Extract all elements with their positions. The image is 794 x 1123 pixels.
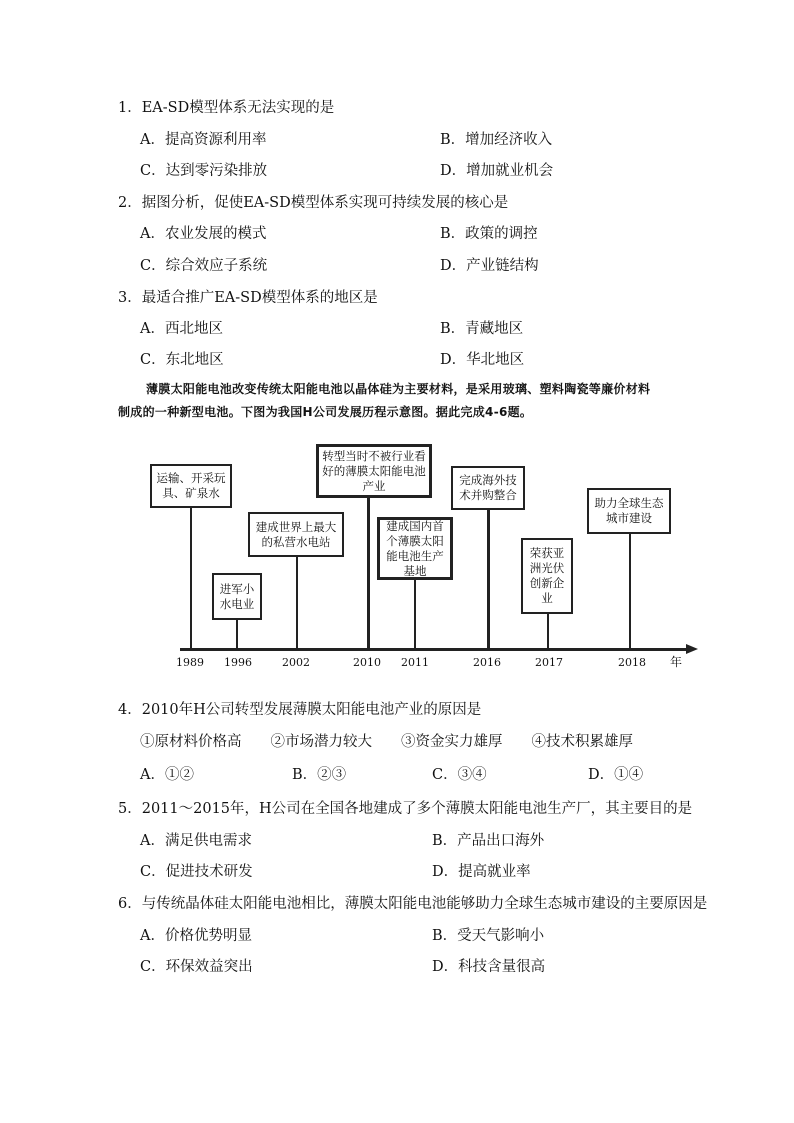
question-3-option-d[interactable]: D．华北地区 [440, 352, 525, 368]
question-3-option-a[interactable]: A．西北地区 [140, 321, 223, 337]
timeline-stem-2016 [487, 508, 490, 650]
material-passage-line-1: 薄膜太阳能电池改变传统太阳能电池以晶体硅为主要材料，是采用玻璃、塑料陶瓷等廉价材料 [146, 382, 651, 396]
question-5-option-a[interactable]: A．满足供电需求 [140, 833, 252, 849]
question-2-option-b[interactable]: B．政策的调控 [440, 226, 538, 242]
question-6-stem: 6．与传统晶体硅太阳能电池相比，薄膜太阳能电池能够助力全球生态城市建设的主要原因是 [118, 896, 708, 912]
question-5-option-b[interactable]: B．产品出口海外 [432, 833, 545, 849]
question-4-option-d[interactable]: D．①④ [588, 767, 644, 783]
event-box-1989: 运输、开采玩具、矿泉水 [150, 464, 232, 508]
question-1-option-b[interactable]: B．增加经济收入 [440, 132, 553, 148]
question-1-option-a[interactable]: A．提高资源利用率 [140, 132, 267, 148]
year-label-1996: 1996 [224, 656, 252, 669]
timeline-stem-2002 [296, 556, 298, 650]
question-5-stem: 5．2011～2015年，H公司在全国各地建成了多个薄膜太阳能电池生产厂，其主要目的是 [118, 801, 693, 817]
year-label-2016: 2016 [473, 656, 501, 669]
question-3-option-c[interactable]: C．东北地区 [140, 352, 224, 368]
question-4-option-a[interactable]: A．①② [140, 767, 194, 783]
question-6-option-a[interactable]: A．价格优势明显 [140, 928, 252, 944]
year-label-2011: 2011 [401, 656, 429, 669]
year-label-2002: 2002 [282, 656, 310, 669]
timeline-axis [180, 648, 688, 651]
event-box-2002: 建成世界上最大的私营水电站 [248, 512, 344, 557]
timeline-stem-2010 [367, 496, 370, 650]
question-2-option-d[interactable]: D．产业链结构 [440, 258, 539, 274]
year-label-2018: 2018 [618, 656, 646, 669]
question-2-stem: 2．据图分析，促使EA-SD模型体系实现可持续发展的核心是 [118, 195, 509, 211]
year-label-2010: 2010 [353, 656, 381, 669]
question-4-option-b[interactable]: B．②③ [292, 767, 347, 783]
question-4-stem: 4．2010年H公司转型发展薄膜太阳能电池产业的原因是 [118, 702, 482, 718]
question-2-option-a[interactable]: A．农业发展的模式 [140, 226, 267, 242]
question-6-option-c[interactable]: C．环保效益突出 [140, 959, 253, 975]
year-label-2017: 2017 [535, 656, 563, 669]
question-2-option-c[interactable]: C．综合效应子系统 [140, 258, 268, 274]
question-4-statements: ①原材料价格高 ②市场潜力较大 ③资金实力雄厚 ④技术积累雄厚 [140, 734, 633, 750]
question-1-option-d[interactable]: D．增加就业机会 [440, 163, 554, 179]
event-box-2011: 建成国内首个薄膜太阳能电池生产基地 [377, 517, 453, 580]
question-1-option-c[interactable]: C．达到零污染排放 [140, 163, 268, 179]
question-5-option-d[interactable]: D．提高就业率 [432, 864, 531, 880]
timeline-stem-1996 [236, 618, 238, 650]
event-box-2018: 助力全球生态城市建设 [587, 488, 671, 534]
material-passage-line-2: 制成的一种新型电池。下图为我国H公司发展历程示意图。据此完成4-6题。 [118, 405, 533, 419]
question-3-option-b[interactable]: B．青藏地区 [440, 321, 524, 337]
question-4-option-c[interactable]: C．③④ [432, 767, 487, 783]
question-1-stem: 1．EA-SD模型体系无法实现的是 [118, 100, 335, 116]
question-3-stem: 3．最适合推广EA-SD模型体系的地区是 [118, 290, 378, 306]
material-passage [118, 378, 728, 424]
event-box-2010: 转型当时不被行业看好的薄膜太阳能电池产业 [316, 444, 432, 498]
question-6-option-b[interactable]: B．受天气影响小 [432, 928, 545, 944]
question-6-option-d[interactable]: D．科技含量很高 [432, 959, 546, 975]
year-unit-label: 年 [670, 655, 683, 669]
timeline-axis-arrow-icon [686, 644, 698, 654]
event-box-2016: 完成海外技术并购整合 [451, 466, 525, 510]
event-box-1996: 进军小水电业 [212, 573, 262, 620]
timeline-stem-1989 [190, 506, 192, 650]
event-box-2017: 荣获亚洲光伏创新企业 [521, 538, 573, 614]
year-label-1989: 1989 [176, 656, 204, 669]
timeline-stem-2018 [629, 533, 631, 650]
timeline-stem-2017 [547, 612, 549, 650]
question-5-option-c[interactable]: C．促进技术研发 [140, 864, 253, 880]
timeline-stem-2011 [414, 578, 416, 650]
